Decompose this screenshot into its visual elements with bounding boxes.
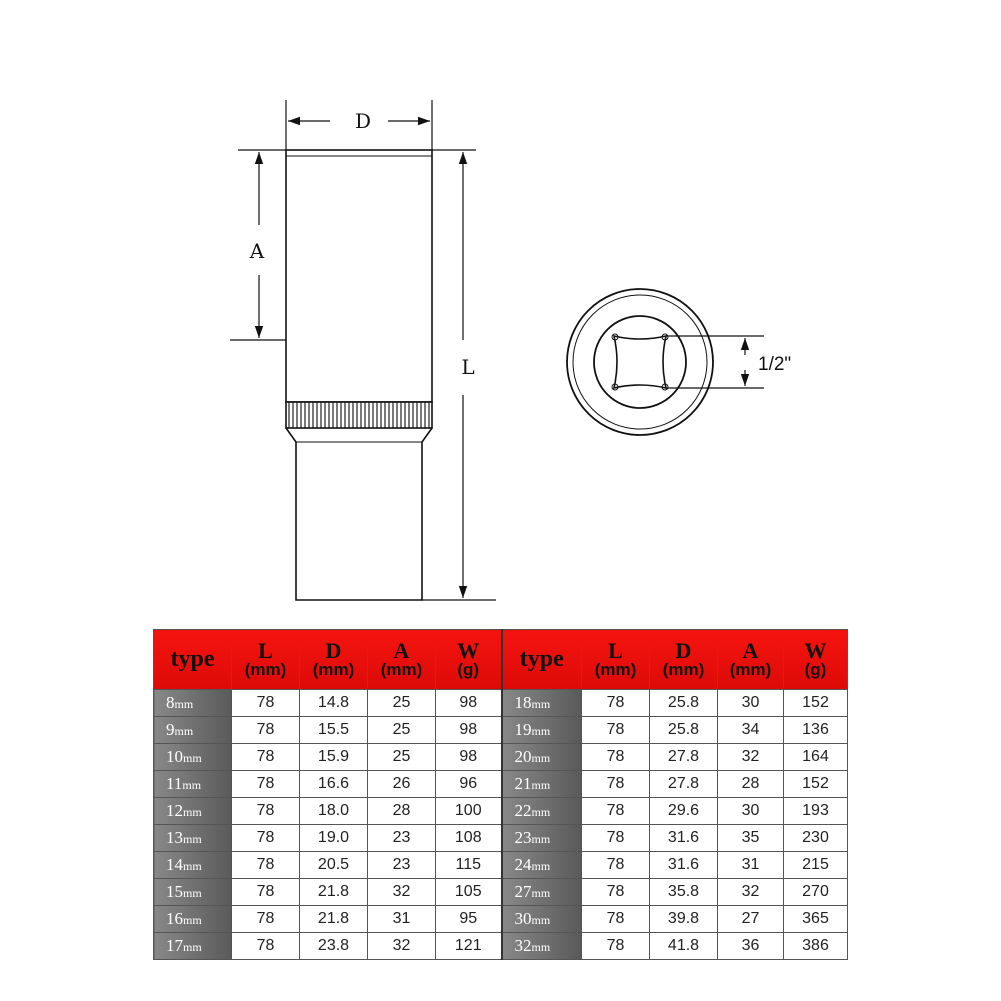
cell-a: 25 bbox=[368, 717, 436, 744]
cell-d: 39.8 bbox=[650, 906, 718, 933]
type-value: 27 bbox=[514, 882, 532, 901]
cell-l: 78 bbox=[232, 825, 300, 852]
header-a-left: A (mm) bbox=[368, 630, 436, 690]
type-unit: mm bbox=[531, 751, 551, 765]
type-value: 18 bbox=[514, 693, 532, 712]
header-d-right: D (mm) bbox=[650, 630, 718, 690]
type-unit: mm bbox=[183, 832, 202, 846]
header-type-left: type bbox=[154, 630, 232, 690]
cell-w: 152 bbox=[784, 771, 848, 798]
table-row bbox=[154, 717, 848, 744]
type-cell bbox=[154, 798, 232, 825]
cell-a: 28 bbox=[718, 771, 784, 798]
dimension-l bbox=[422, 150, 496, 600]
cell-l: 78 bbox=[232, 744, 300, 771]
cell-a: 23 bbox=[368, 852, 436, 879]
cell-w: 193 bbox=[784, 798, 848, 825]
type-cell bbox=[154, 825, 232, 852]
type-unit: mm bbox=[183, 940, 202, 954]
cell-l: 78 bbox=[582, 798, 650, 825]
dimension-drive bbox=[666, 336, 764, 388]
type-cell bbox=[502, 879, 582, 906]
type-cell bbox=[154, 879, 232, 906]
table-row bbox=[154, 744, 848, 771]
cell-w: 115 bbox=[436, 852, 502, 879]
socket-body bbox=[286, 150, 432, 402]
type-unit: mm bbox=[183, 805, 202, 819]
type-unit: mm bbox=[531, 832, 551, 846]
cell-d: 25.8 bbox=[650, 717, 718, 744]
type-value: 16 bbox=[166, 909, 183, 928]
cell-w: 121 bbox=[436, 933, 502, 960]
type-cell bbox=[154, 744, 232, 771]
type-unit: mm bbox=[183, 751, 202, 765]
cell-a: 30 bbox=[718, 798, 784, 825]
cell-d: 16.6 bbox=[300, 771, 368, 798]
type-unit: mm bbox=[174, 724, 194, 738]
table-row bbox=[154, 879, 848, 906]
cell-a: 23 bbox=[368, 825, 436, 852]
cell-d: 25.8 bbox=[650, 690, 718, 717]
cell-d: 15.5 bbox=[300, 717, 368, 744]
type-unit: mm bbox=[531, 778, 551, 792]
type-value: 8 bbox=[166, 693, 175, 712]
cell-w: 164 bbox=[784, 744, 848, 771]
square-drive-hole bbox=[614, 336, 666, 388]
cell-a: 26 bbox=[368, 771, 436, 798]
dimension-a-label: A bbox=[249, 239, 265, 263]
type-cell bbox=[154, 906, 232, 933]
cell-l: 78 bbox=[232, 933, 300, 960]
type-cell bbox=[502, 717, 582, 744]
cell-l: 78 bbox=[232, 852, 300, 879]
table-row bbox=[154, 690, 848, 717]
cell-l: 78 bbox=[582, 744, 650, 771]
type-cell bbox=[502, 690, 582, 717]
type-unit: mm bbox=[174, 697, 194, 711]
cell-w: 152 bbox=[784, 690, 848, 717]
cell-a: 27 bbox=[718, 906, 784, 933]
type-value: 15 bbox=[166, 882, 183, 901]
type-cell bbox=[502, 825, 582, 852]
cell-l: 78 bbox=[582, 717, 650, 744]
type-unit: mm bbox=[531, 697, 551, 711]
table-row bbox=[154, 771, 848, 798]
header-w-right: W (g) bbox=[784, 630, 848, 690]
socket-drive-end bbox=[286, 428, 432, 600]
type-value: 22 bbox=[514, 801, 532, 820]
header-l-left: L (mm) bbox=[232, 630, 300, 690]
cell-w: 270 bbox=[784, 879, 848, 906]
cell-a: 28 bbox=[368, 798, 436, 825]
type-unit: mm bbox=[183, 886, 202, 900]
cell-w: 136 bbox=[784, 717, 848, 744]
cell-d: 41.8 bbox=[650, 933, 718, 960]
cell-w: 96 bbox=[436, 771, 502, 798]
type-value: 21 bbox=[514, 774, 532, 793]
type-cell bbox=[502, 852, 582, 879]
cell-l: 78 bbox=[232, 798, 300, 825]
cell-l: 78 bbox=[232, 906, 300, 933]
cell-a: 25 bbox=[368, 744, 436, 771]
cell-d: 15.9 bbox=[300, 744, 368, 771]
type-unit: mm bbox=[531, 940, 551, 954]
type-unit: mm bbox=[531, 859, 551, 873]
type-value: 19 bbox=[514, 720, 532, 739]
type-cell bbox=[154, 771, 232, 798]
cell-w: 215 bbox=[784, 852, 848, 879]
cell-l: 78 bbox=[232, 771, 300, 798]
dimension-d-label: D bbox=[354, 109, 372, 133]
cell-a: 32 bbox=[718, 744, 784, 771]
type-cell bbox=[502, 744, 582, 771]
cell-a: 32 bbox=[368, 933, 436, 960]
cell-a: 31 bbox=[368, 906, 436, 933]
cell-d: 23.8 bbox=[300, 933, 368, 960]
cell-d: 27.8 bbox=[650, 744, 718, 771]
type-value: 23 bbox=[514, 828, 532, 847]
cell-w: 108 bbox=[436, 825, 502, 852]
type-value: 24 bbox=[514, 855, 532, 874]
cell-l: 78 bbox=[232, 879, 300, 906]
type-unit: mm bbox=[531, 724, 551, 738]
type-cell bbox=[502, 906, 582, 933]
cell-a: 32 bbox=[368, 879, 436, 906]
cell-d: 31.6 bbox=[650, 825, 718, 852]
type-value: 17 bbox=[166, 936, 183, 955]
cell-w: 98 bbox=[436, 717, 502, 744]
table-row bbox=[154, 798, 848, 825]
cell-w: 365 bbox=[784, 906, 848, 933]
socket-side-view bbox=[286, 150, 432, 600]
knurled-ring bbox=[286, 402, 432, 428]
table-row bbox=[154, 906, 848, 933]
cell-d: 29.6 bbox=[650, 798, 718, 825]
header-type-right: type bbox=[502, 630, 582, 690]
cell-l: 78 bbox=[582, 933, 650, 960]
type-cell bbox=[154, 717, 232, 744]
type-value: 30 bbox=[514, 909, 532, 928]
type-unit: mm bbox=[531, 886, 551, 900]
socket-end-view bbox=[567, 289, 713, 435]
cell-l: 78 bbox=[232, 717, 300, 744]
cell-d: 20.5 bbox=[300, 852, 368, 879]
dimension-drive-label: 1/2" bbox=[758, 354, 792, 375]
cell-w: 98 bbox=[436, 690, 502, 717]
type-cell bbox=[154, 690, 232, 717]
type-value: 10 bbox=[166, 747, 183, 766]
cell-l: 78 bbox=[582, 879, 650, 906]
cell-l: 78 bbox=[582, 852, 650, 879]
table-header-row bbox=[154, 630, 848, 690]
cell-a: 30 bbox=[718, 690, 784, 717]
table-row bbox=[154, 825, 848, 852]
type-value: 13 bbox=[166, 828, 183, 847]
header-w-left: W (g) bbox=[436, 630, 502, 690]
cell-a: 35 bbox=[718, 825, 784, 852]
cell-d: 31.6 bbox=[650, 852, 718, 879]
cell-w: 100 bbox=[436, 798, 502, 825]
cell-d: 21.8 bbox=[300, 906, 368, 933]
cell-a: 32 bbox=[718, 879, 784, 906]
cell-a: 36 bbox=[718, 933, 784, 960]
cell-w: 105 bbox=[436, 879, 502, 906]
type-unit: mm bbox=[183, 859, 202, 873]
type-unit: mm bbox=[182, 778, 202, 792]
type-value: 11 bbox=[166, 774, 183, 793]
type-cell bbox=[154, 852, 232, 879]
type-value: 12 bbox=[166, 801, 183, 820]
type-cell bbox=[502, 771, 582, 798]
dimension-l-label: L bbox=[461, 355, 475, 379]
type-unit: mm bbox=[531, 913, 551, 927]
cell-w: 98 bbox=[436, 744, 502, 771]
spec-table bbox=[153, 629, 848, 960]
cell-l: 78 bbox=[582, 690, 650, 717]
cell-d: 35.8 bbox=[650, 879, 718, 906]
cell-d: 14.8 bbox=[300, 690, 368, 717]
table-body bbox=[154, 690, 848, 960]
cell-w: 386 bbox=[784, 933, 848, 960]
cell-d: 27.8 bbox=[650, 771, 718, 798]
type-cell bbox=[154, 933, 232, 960]
cell-a: 34 bbox=[718, 717, 784, 744]
cell-l: 78 bbox=[232, 690, 300, 717]
cell-a: 25 bbox=[368, 690, 436, 717]
type-value: 14 bbox=[166, 855, 183, 874]
cell-l: 78 bbox=[582, 771, 650, 798]
type-unit: mm bbox=[531, 805, 551, 819]
type-unit: mm bbox=[183, 913, 202, 927]
cell-a: 31 bbox=[718, 852, 784, 879]
table-row bbox=[154, 852, 848, 879]
cell-w: 95 bbox=[436, 906, 502, 933]
type-value: 32 bbox=[514, 936, 532, 955]
cell-w: 230 bbox=[784, 825, 848, 852]
table-row bbox=[154, 933, 848, 960]
type-cell bbox=[502, 933, 582, 960]
type-cell bbox=[502, 798, 582, 825]
cell-d: 21.8 bbox=[300, 879, 368, 906]
header-l-right: L (mm) bbox=[582, 630, 650, 690]
header-d-left: D (mm) bbox=[300, 630, 368, 690]
cell-l: 78 bbox=[582, 825, 650, 852]
header-a-right: A (mm) bbox=[718, 630, 784, 690]
type-value: 9 bbox=[166, 720, 175, 739]
cell-d: 19.0 bbox=[300, 825, 368, 852]
cell-d: 18.0 bbox=[300, 798, 368, 825]
cell-l: 78 bbox=[582, 906, 650, 933]
type-value: 20 bbox=[514, 747, 532, 766]
